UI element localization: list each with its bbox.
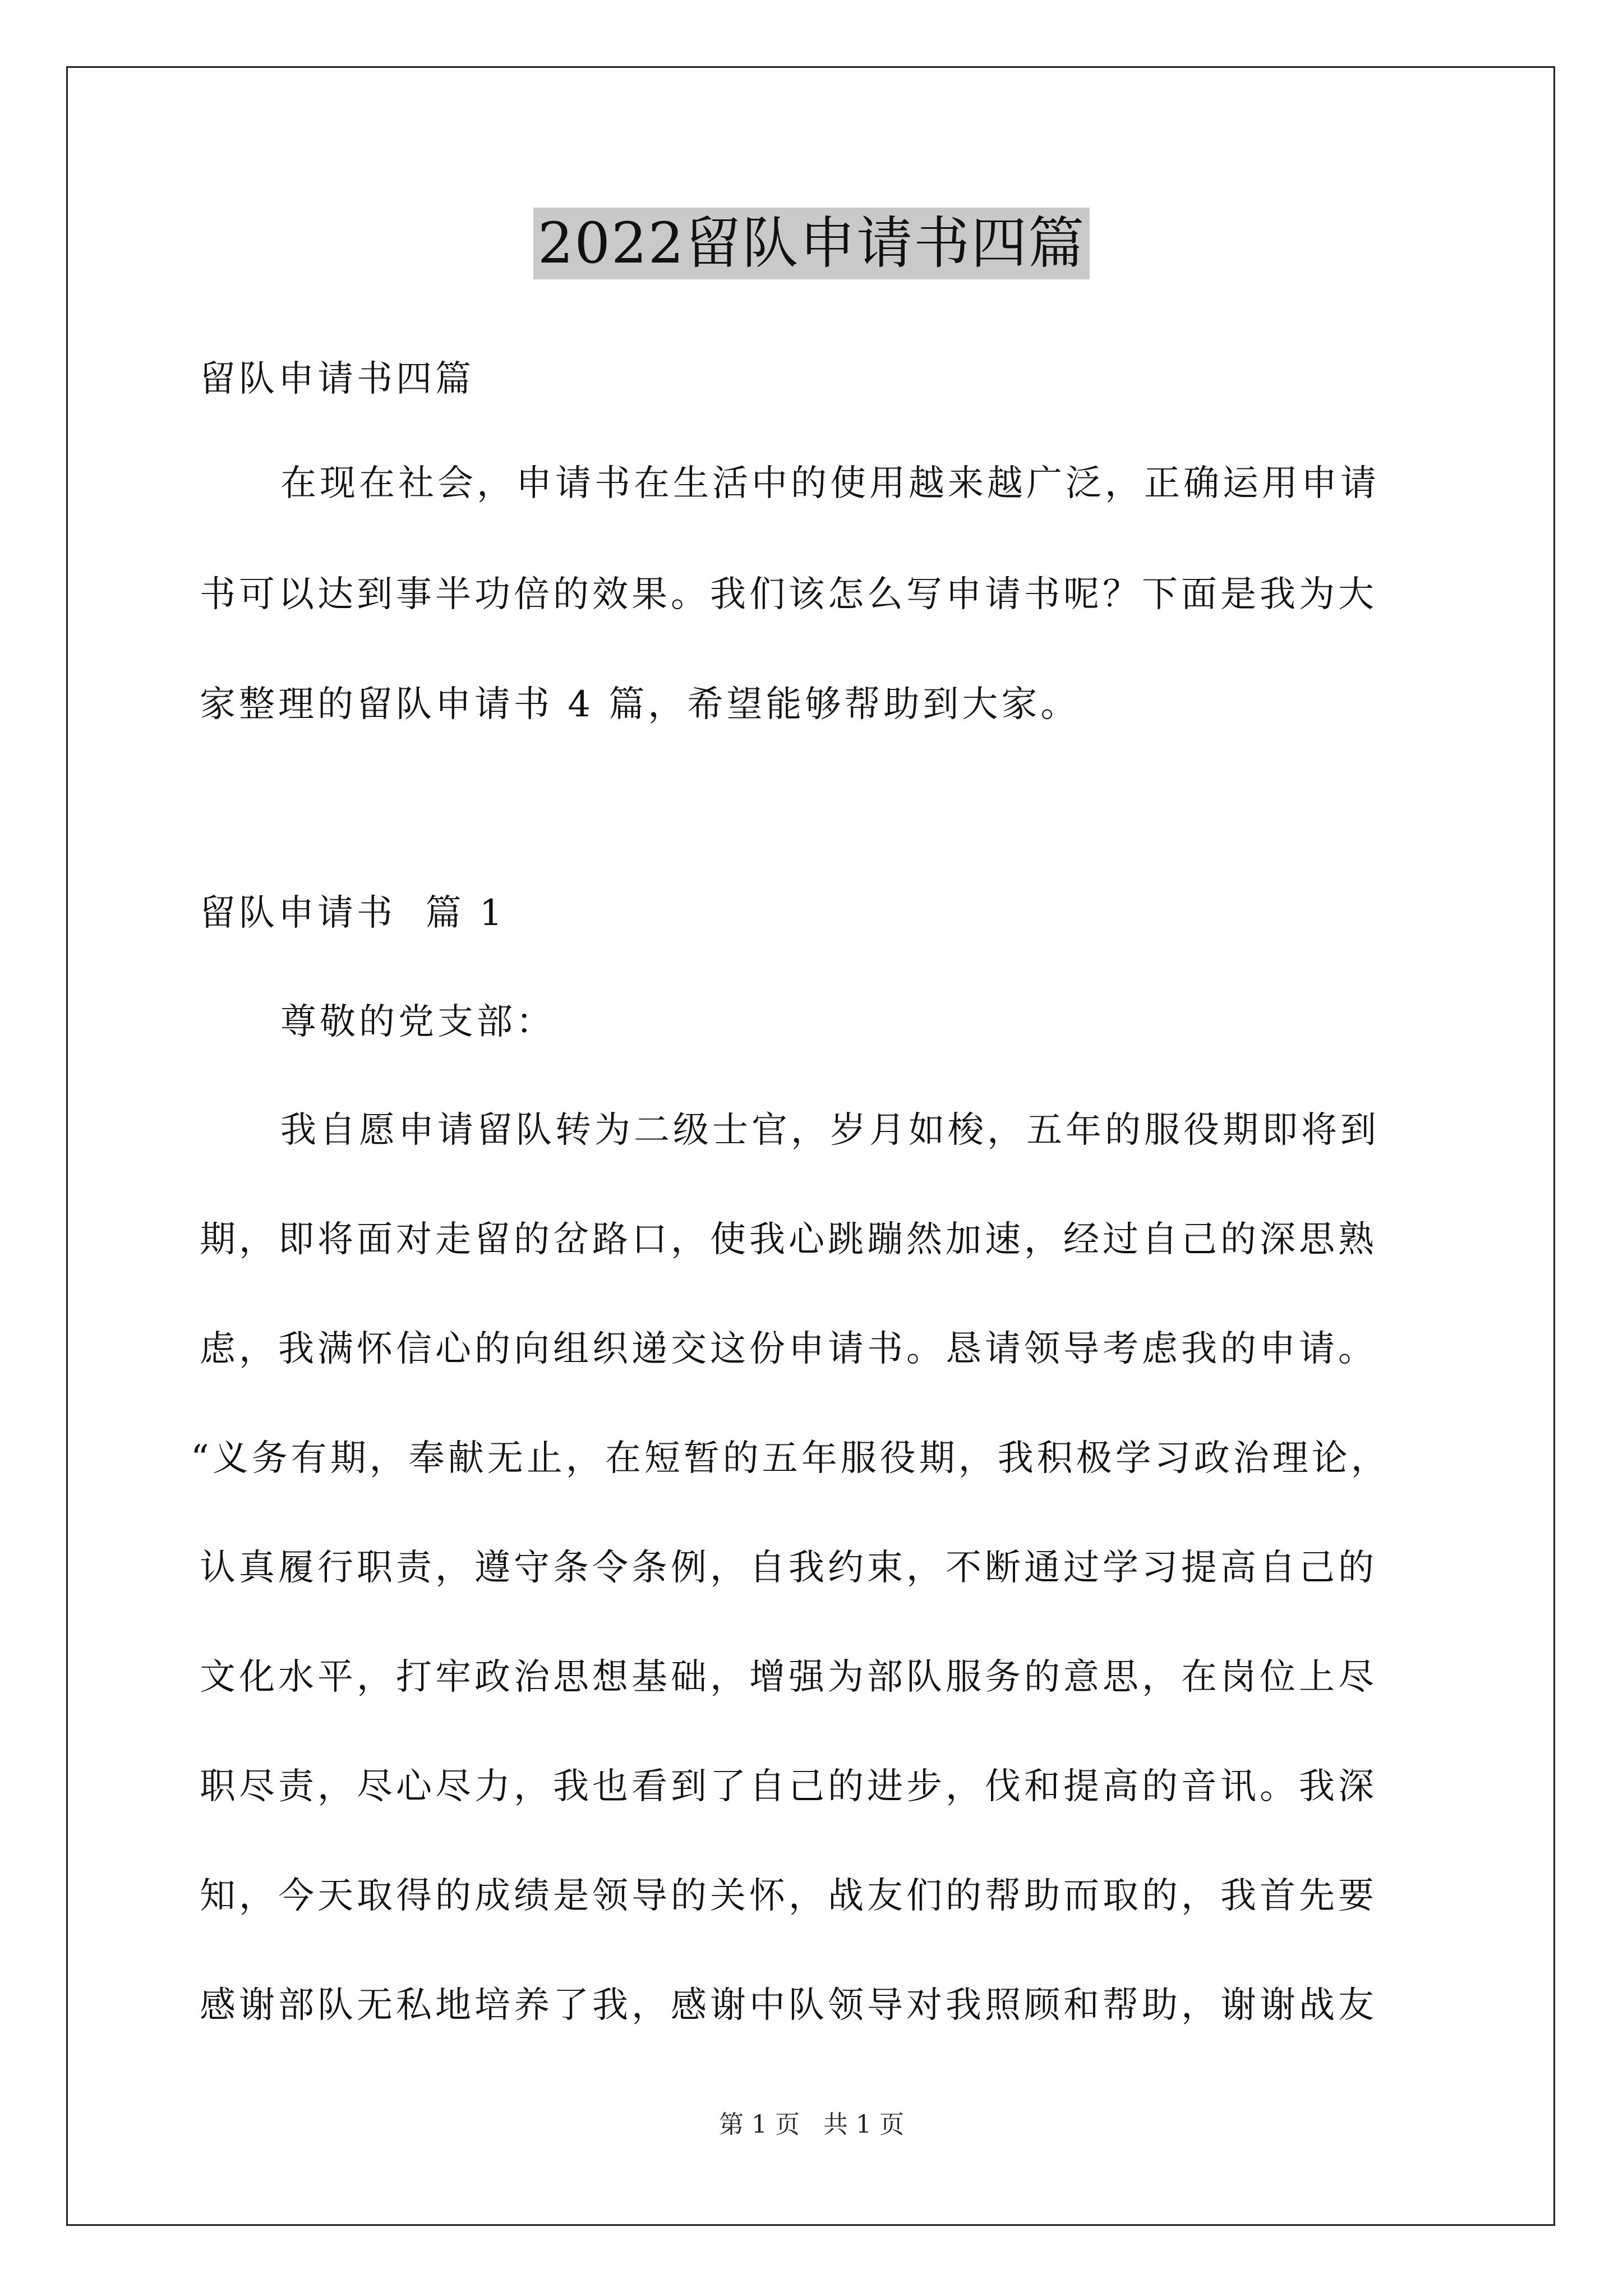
body-line-1: 我自愿申请留队转为二级士官，岁月如梭，五年的服役期即将到 (280, 1110, 1380, 1151)
body-line-2: 期，即将面对走留的岔路口，使我心跳蹦然加速，经过自己的深思熟 (200, 1219, 1377, 1260)
document-title: 2022留队申请书四篇 (533, 208, 1090, 279)
body-line-7: 职尽责，尽心尽力，我也看到了自己的进步，伐和提高的音讯。我深 (200, 1766, 1377, 1807)
body-line-3: 虑，我满怀信心的向组织递交这份申请书。恳请领导考虑我的申请。 (200, 1328, 1377, 1370)
body-line-9: 感谢部队无私地培养了我，感谢中队领导对我照顾和帮助，谢谢战友 (200, 1985, 1377, 2026)
salutation: 尊敬的党支部： (280, 1001, 555, 1043)
body-line-8: 知，今天取得的成绩是领导的关怀，战友们的帮助而取的，我首先要 (200, 1875, 1377, 1917)
body-line-4: “义务有期，奉献无止，在短暂的五年服役期，我积极学习政治理论， (191, 1438, 1390, 1479)
title-wrap (0, 208, 1623, 279)
intro-line-2: 书可以达到事半功倍的效果。我们该怎么写申请书呢？下面是我为大 (200, 574, 1377, 615)
page-footer: 第 1 页 共 1 页 (719, 2110, 904, 2139)
body-line-5: 认真履行职责，遵守条令条例，自我约束，不断通过学习提高自己的 (200, 1547, 1377, 1589)
section-heading: 留队申请书 篇 1 (200, 892, 506, 934)
intro-line-1: 在现在社会，申请书在生活中的使用越来越广泛，正确运用申请 (280, 463, 1380, 504)
body-line-6: 文化水平，打牢政治思想基础，增强为部队服务的意思，在岗位上尽 (200, 1657, 1377, 1698)
intro-line-3: 家整理的留队申请书 4 篇，希望能够帮助到大家。 (200, 684, 1080, 725)
document-subtitle: 留队申请书四篇 (200, 358, 474, 400)
